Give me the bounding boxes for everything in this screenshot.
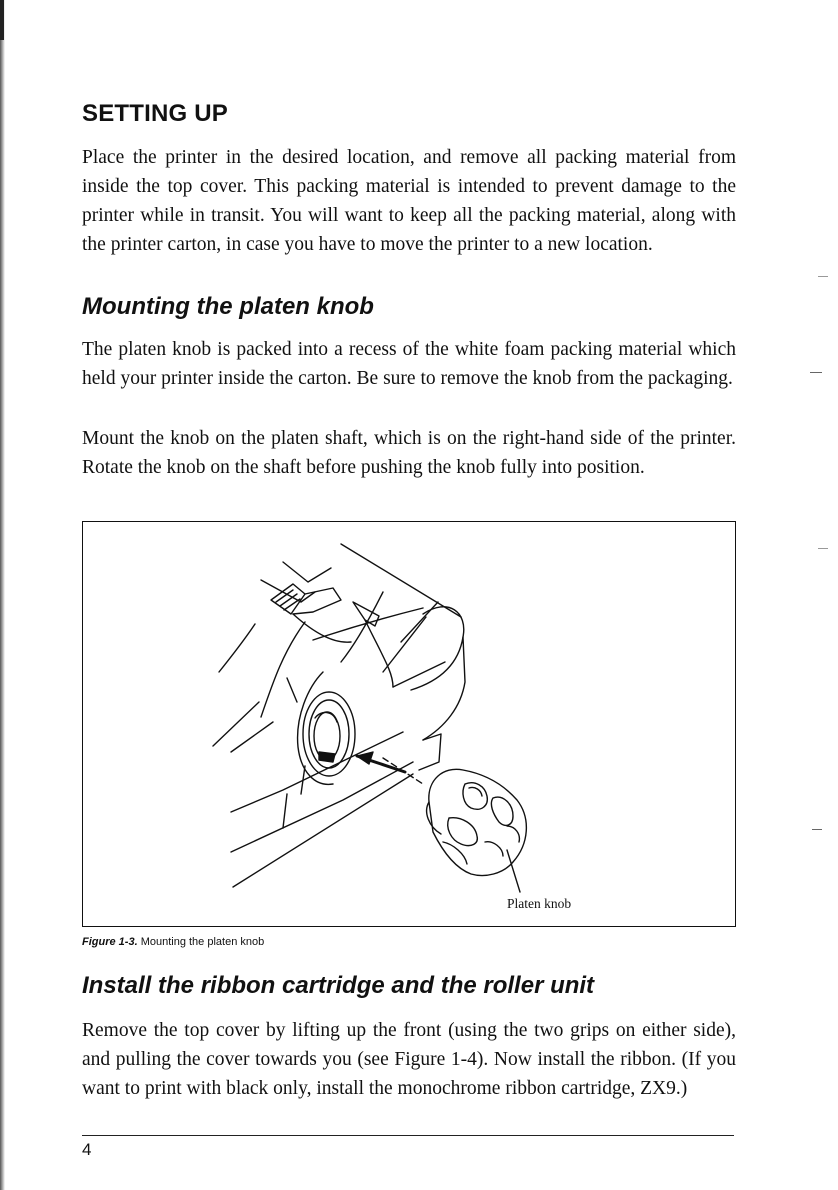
figure-caption-text: Mounting the platen knob: [140, 936, 265, 948]
figure-box: [82, 521, 736, 927]
margin-mark: [818, 276, 828, 277]
platen-knob-paragraph-1: The platen knob is packed into a recess of the white foam packing material which held your printer inside the carton. Be sure to remove the knob from the packaging.: [82, 339, 736, 389]
figure-caption: [82, 936, 264, 948]
platen-knob-paragraph-2: Mount the knob on the platen shaft, which is on the right-hand side of the printer. Rotate the knob on the shaft before pushing the knob fully into position.: [82, 428, 736, 478]
subsection-title-ribbon: Install the ribbon cartridge and the roller unit: [82, 972, 595, 999]
intro-paragraph: Place the printer in the desired location, and remove all packing material from inside the top cover. This packing material is intended to prevent damage to the printer while in transit. You will want to keep all the packing material, along with the printer carton, in case you have to move the printer to a new location.: [82, 147, 736, 255]
margin-mark: [812, 829, 822, 830]
scan-edge: [0, 0, 5, 1190]
scan-edge-mark: [0, 0, 4, 40]
subsection-title-platen-knob: Mounting the platen knob: [82, 293, 374, 320]
figure-caption-label: Figure 1-3.: [82, 936, 138, 948]
page-number: 4: [82, 1140, 92, 1159]
section-title: SETTING UP: [82, 100, 229, 127]
platen-knob-illustration: [83, 522, 735, 926]
footer-rule: [82, 1135, 734, 1136]
ribbon-paragraph: Remove the top cover by lifting up the front (using the two grips on either side), and pulling the cover towards you (see Figure 1-4). Now install the ribbon. (If you want to print with black only, install the monochrome ribbon cartridge, ZX9.): [82, 1020, 736, 1099]
margin-mark: [818, 548, 828, 549]
margin-mark: [810, 372, 822, 373]
platen-knob-callout: Platen knob: [507, 896, 572, 911]
